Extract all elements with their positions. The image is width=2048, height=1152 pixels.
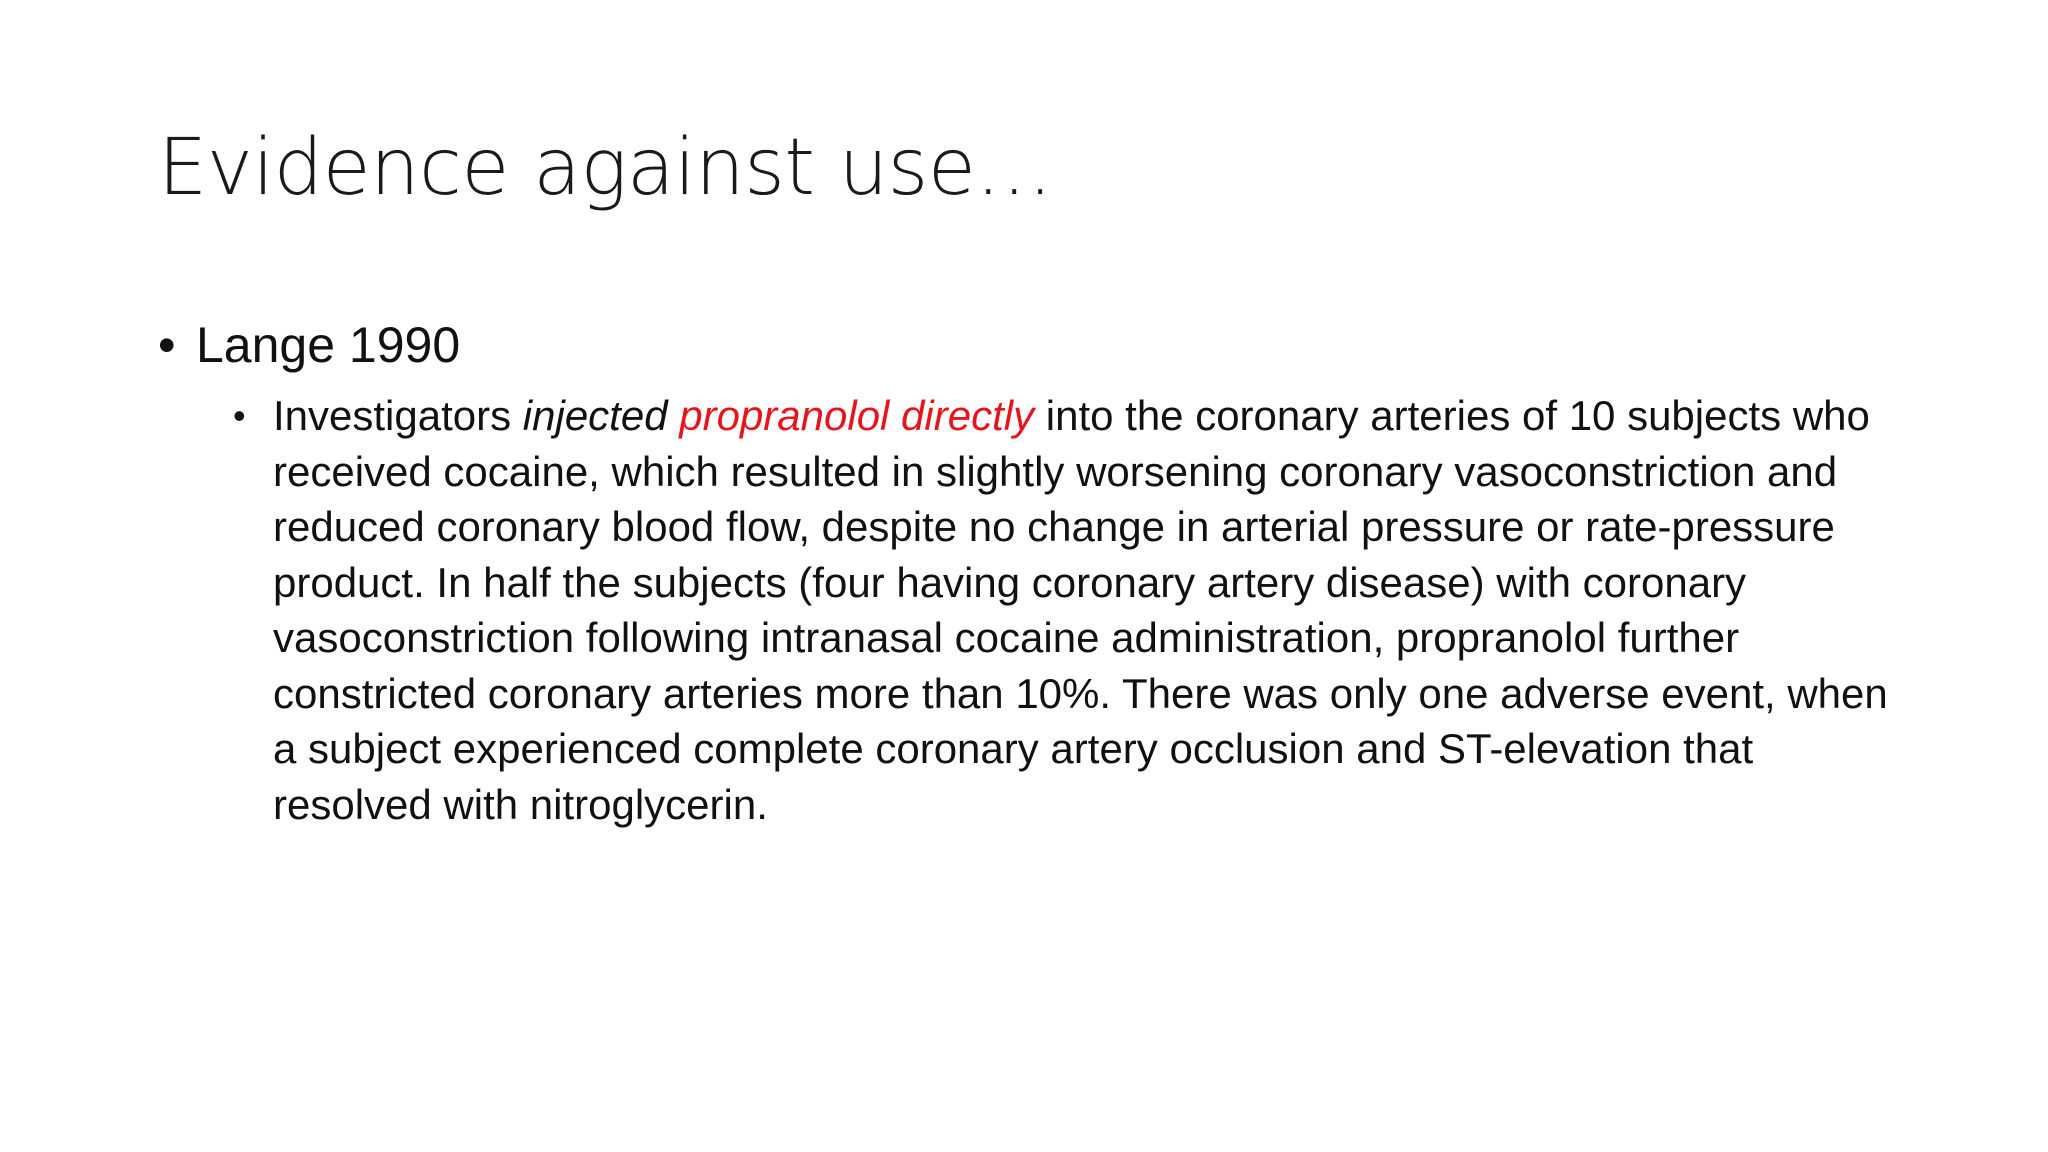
bullet-label: Lange 1990	[196, 317, 461, 373]
segment-italic: injected	[522, 392, 680, 439]
segment-plain-1: Investigators	[273, 392, 523, 439]
bullet-level1	[158, 312, 460, 378]
bullet-dot-icon: •	[158, 317, 176, 373]
segment-highlight: propranolol directly	[679, 392, 1035, 439]
slide-title: Evidence against use…	[158, 123, 1053, 213]
sub-bullet-dot-icon: •	[233, 395, 246, 436]
segment-plain-2: into the coronary arteries of 10 subjects who received cocaine, which resulted in slightly worsening coronary vasoconstriction and reduced coronary blood flow, despite no change in arterial pressure or rate-pressure product. In half the subjects (four having coronary artery disease) with coronary vasoconstriction following intranasal cocaine administration, propranolol further constricted coronary arteries more than 10%. There was only one adverse event, when a subject experienced complete coronary artery occlusion and ST-elevation that resolved with nitroglycerin.	[273, 392, 1888, 828]
sub-bullet-text	[273, 388, 1893, 832]
bullet-level2	[233, 388, 1893, 832]
